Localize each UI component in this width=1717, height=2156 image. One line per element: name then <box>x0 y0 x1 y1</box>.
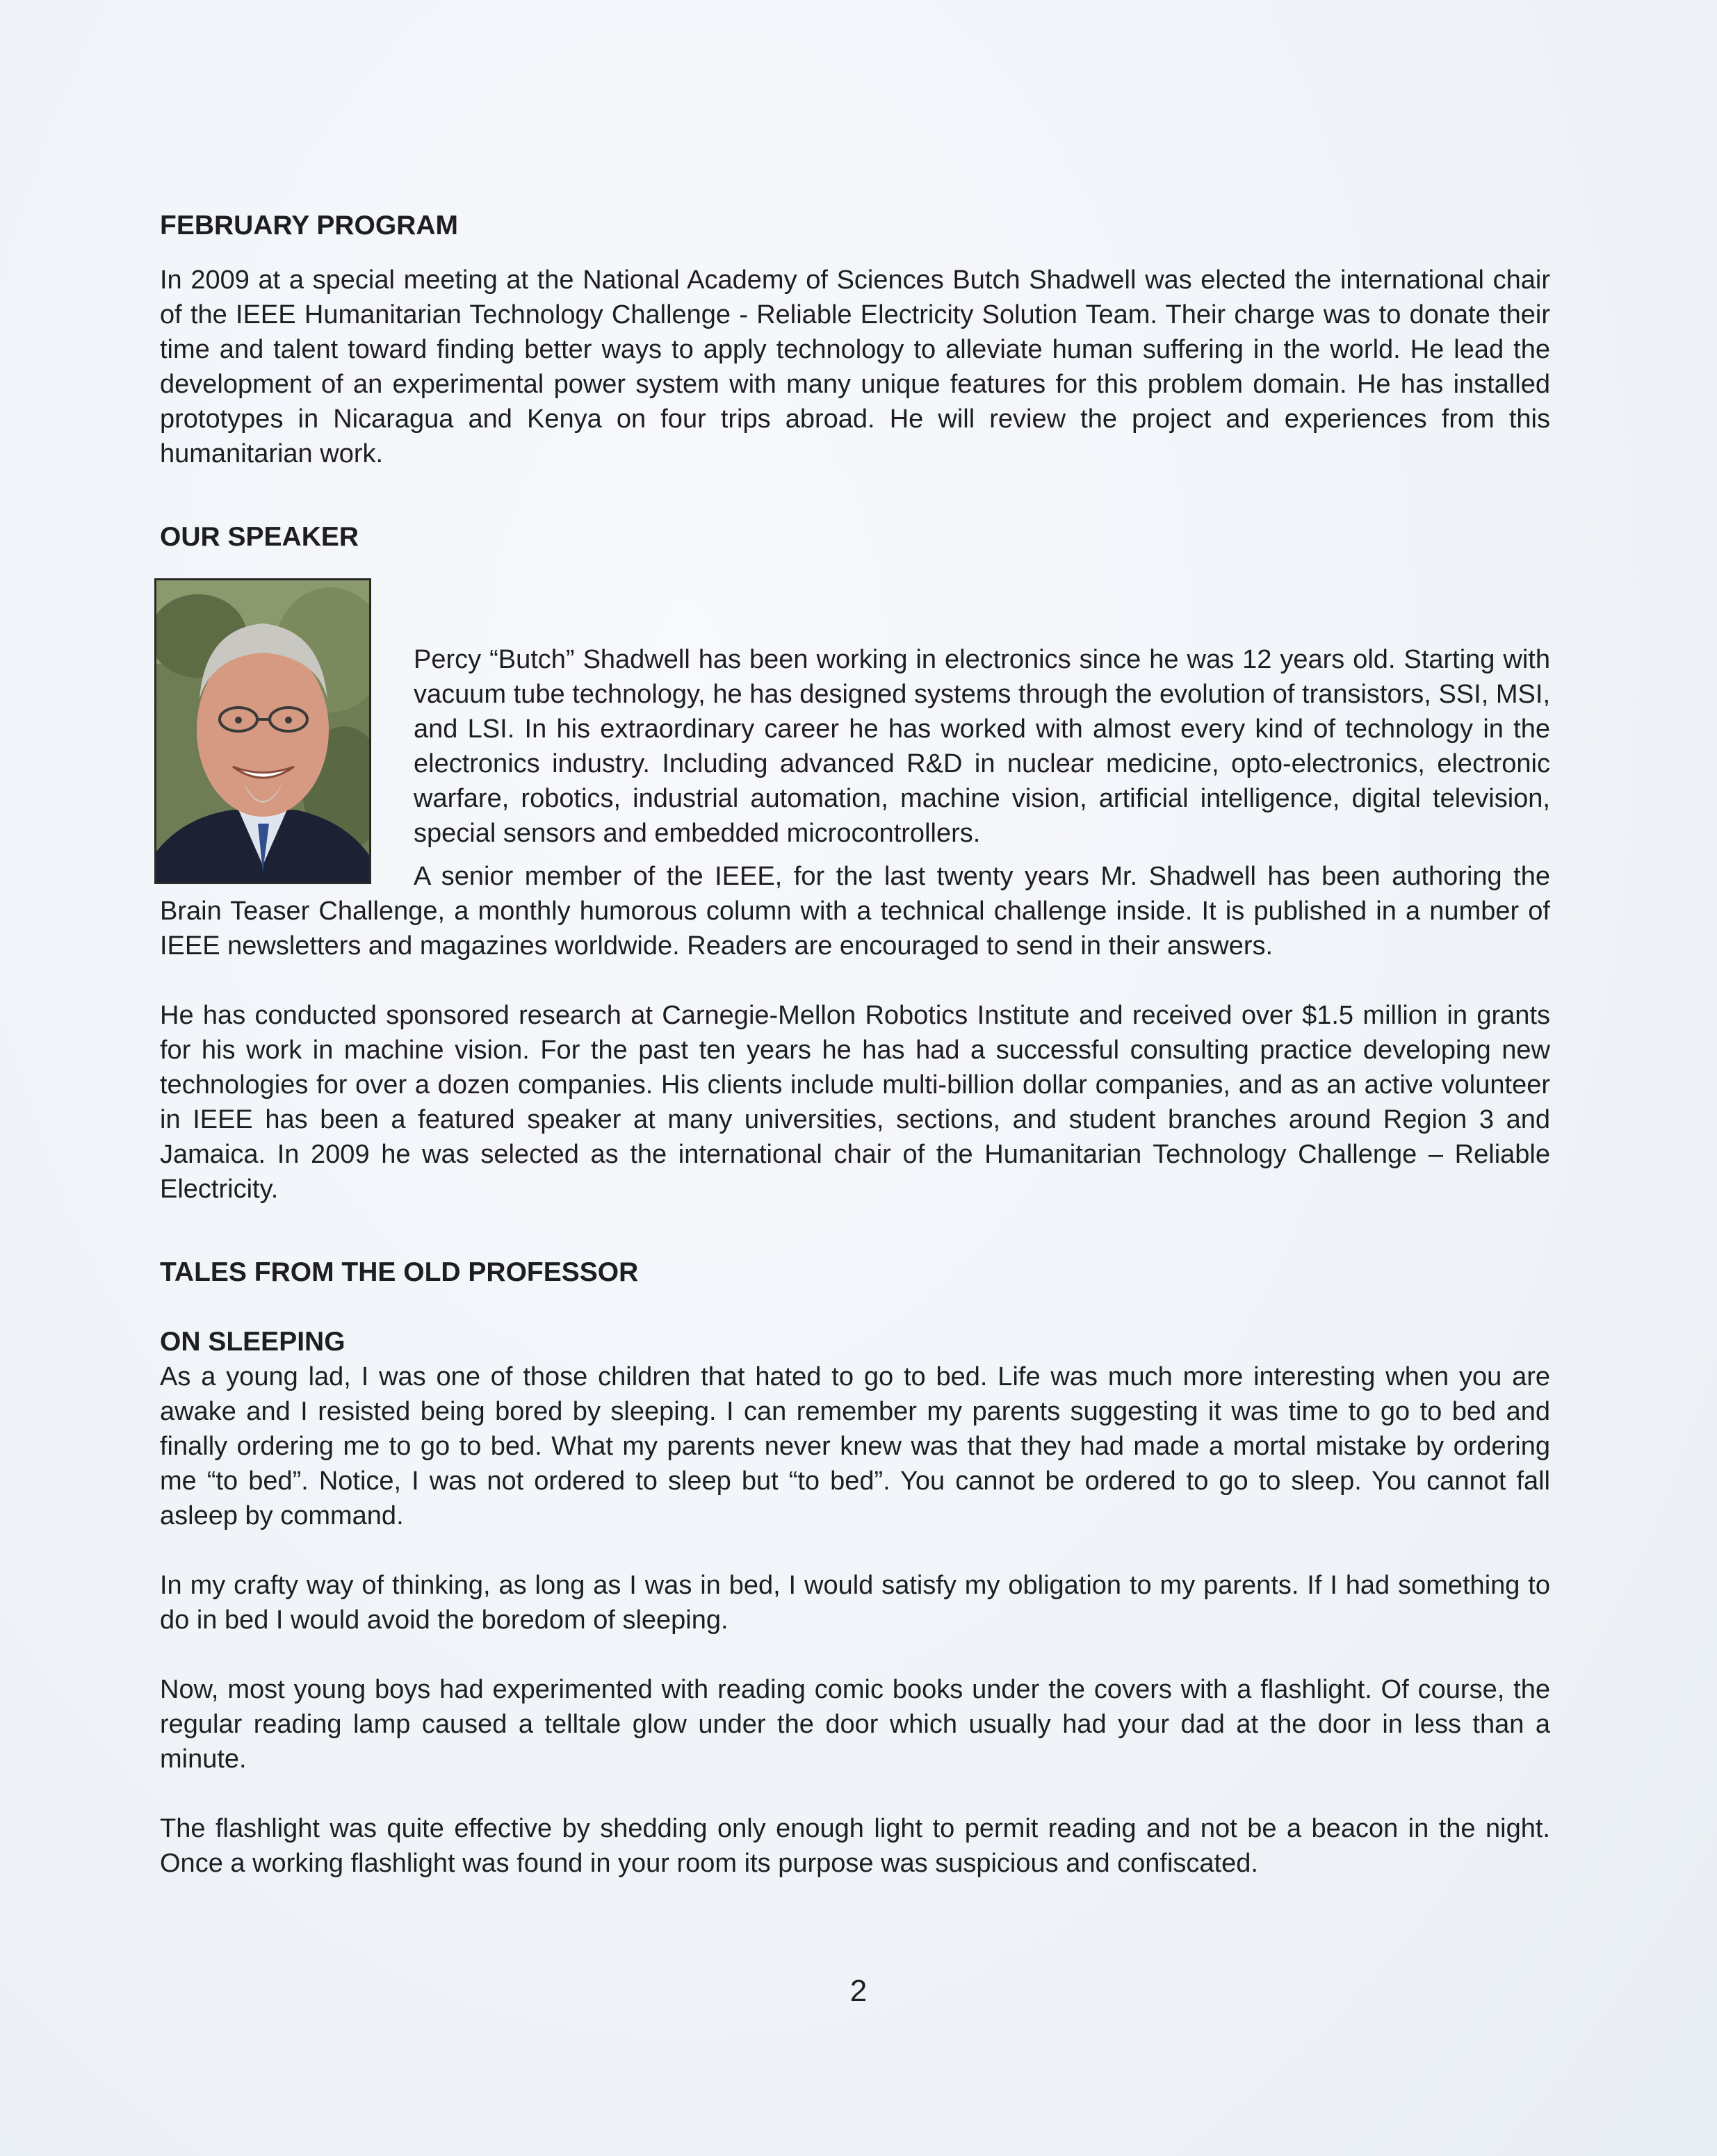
tales-subheading: ON SLEEPING <box>160 1327 345 1357</box>
tales-heading: TALES FROM THE OLD PROFESSOR <box>160 1257 639 1287</box>
program-body: In 2009 at a special meeting at the National Academy of Sciences Butch Shadwell was elected the international chair of the IEEE Humanitarian Technology Challenge - Reliable Electricity Solution Team. Their charge was to donate their time and talent toward finding better ways to apply technology to alleviate human suffering in the world. He lead the development of an experimental power system with many unique features for this problem domain. He has installed prototypes in Nicaragua and Kenya on four trips abroad. He will review the project and experiences from this humanitarian work. <box>160 266 1550 468</box>
speaker-section <box>160 578 1550 963</box>
tales-paragraph: Now, most young boys had experimented with reading comic books under the covers with a flashlight. Of course, the regular reading lamp caused a telltale glow under the door which usually had your dad at the door in less than a minute. <box>160 1675 1550 1774</box>
speaker-photo <box>154 578 371 884</box>
tales-paragraph: The flashlight was quite effective by shedding only enough light to permit reading and not be a beacon in the night. Once a working flashlight was found in your room its purpose was suspicious and confiscated. <box>160 1814 1550 1878</box>
page-number: 2 <box>849 1974 868 2008</box>
tales-paragraph: As a young lad, I was one of those children that hated to go to bed. Life was much more interesting when you are awake and I resisted being bored by sleeping. I can remember my parents suggesting it was time to go to bed and finally ordering me to go to bed. What my parents never knew was that they had made a mortal mistake by ordering me “to bed”. Notice, I was not ordered to sleep but “to bed”. You cannot be ordered to go to sleep. You cannot fall asleep by command. <box>160 1362 1550 1530</box>
tales-paragraph: In my crafty way of thinking, as long as I was in bed, I would satisfy my obligation to my parents. If I had something to do in bed I would avoid the boredom of sleeping. <box>160 1571 1550 1635</box>
program-heading: FEBRUARY PROGRAM <box>160 211 459 240</box>
speaker-bio-intro: Percy “Butch” Shadwell has been working in electronics since he was 12 years old. Starting with vacuum tube technology, he has designed systems through the evolution of transistors, SSI, MSI, and LSI. In his extraordinary career he has worked with almost every kind of technology in the electronics industry. Including advanced R&D in nuclear medicine, opto-electronics, electronic warfare, robotics, industrial automation, machine vision, artificial intelligence, digital television, special sensors and embedded microcontrollers. <box>414 645 1550 848</box>
speaker-bio-ieee: A senior member of the IEEE, for the last twenty years Mr. Shadwell has been authoring the Brain Teaser Challenge, a monthly humorous column with a technical challenge inside. It is published in a number of IEEE newsletters and magazines worldwide. Readers are encouraged to send in their answers. <box>160 862 1550 961</box>
speaker-bio-research: He has conducted sponsored research at Carnegie-Mellon Robotics Institute and received over $1.5 million in grants for his work in machine vision. For the past ten years he has had a successful consulting practice developing new technologies for over a dozen companies. His clients include multi-billion dollar companies, and as an active volunteer in IEEE has been a featured speaker at many universities, sections, and student branches around Region 3 and Jamaica. In 2009 he was selected as the international chair of the Humanitarian Technology Challenge – Reliable Electricity. <box>160 1001 1550 1204</box>
speaker-heading: OUR SPEAKER <box>160 522 359 552</box>
page-content <box>160 209 1550 1881</box>
